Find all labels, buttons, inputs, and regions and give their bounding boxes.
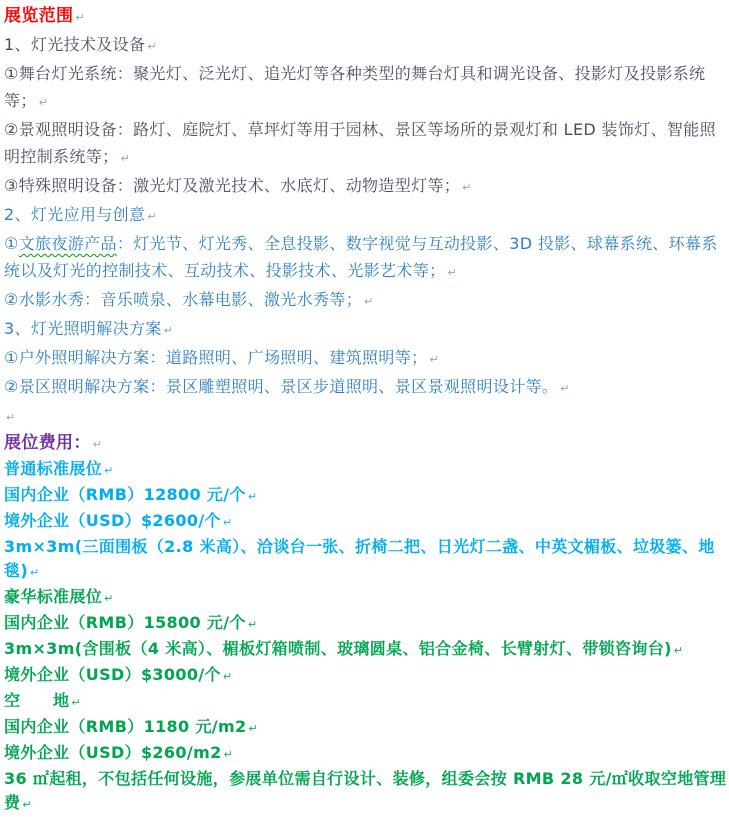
text-run: ②水影水秀：音乐喷泉、水幕电影、激光水秀等； xyxy=(4,290,363,309)
scope-item-water-show xyxy=(4,286,729,315)
text-run: 国内企业（RMB）15800 元/个 xyxy=(4,613,246,632)
paragraph-mark-icon: ↵ xyxy=(30,566,40,579)
paragraph-mark-icon: ↵ xyxy=(447,266,457,279)
paragraph-mark-icon: ↵ xyxy=(222,516,233,529)
paragraph-mark-icon: ↵ xyxy=(163,324,173,337)
paragraph-mark-icon: ↵ xyxy=(104,592,114,605)
paragraph-mark-icon: ↵ xyxy=(104,464,114,477)
paragraph-mark-icon: ↵ xyxy=(364,295,374,308)
paragraph-mark-icon: ↵ xyxy=(222,670,233,683)
fee-deluxe-overseas-price xyxy=(4,663,729,689)
fee-raw-space-overseas-price xyxy=(4,741,729,767)
text-run: 普通标准展位 xyxy=(4,459,103,478)
paragraph-mark-icon: ↵ xyxy=(75,11,85,24)
text-run: 境外企业（USD）$3000/个 xyxy=(4,665,221,684)
paragraph-mark-icon: ↵ xyxy=(38,96,48,109)
scope-item-outdoor-solutions xyxy=(4,344,729,373)
paragraph-mark-icon: ↵ xyxy=(71,696,81,709)
text-run: 3m×3m(三面围板（2.8 米高）、洽谈台一张、折椅二把、日光灯二盏、中英文楣板、垃圾篓、地毯) xyxy=(4,537,715,580)
scope-item-landscape-lighting xyxy=(4,116,729,172)
spellcheck-flagged-text: 文旅夜游产品 xyxy=(18,234,117,253)
paragraph-mark-icon: ↵ xyxy=(147,40,157,53)
paragraph-mark-icon: ↵ xyxy=(560,382,570,395)
text-run: 国内企业（RMB）12800 元/个 xyxy=(4,485,246,504)
paragraph-mark-icon: ↵ xyxy=(247,618,258,631)
paragraph-mark-icon: ↵ xyxy=(120,152,130,165)
scope-item-scenic-solutions xyxy=(4,373,729,402)
fee-standard-domestic-price xyxy=(4,483,729,509)
text-run: 3m×3m(含围板（4 米高）、楣板灯箱喷制、玻璃圆桌、铝合金椅、长臂射灯、带锁咨询台) xyxy=(4,639,672,658)
fee-standard-booth-title xyxy=(4,457,729,483)
text-run: 境外企业（USD）$260/m2 xyxy=(4,743,222,762)
fee-standard-booth-spec xyxy=(4,535,729,585)
fee-raw-space-domestic-price xyxy=(4,715,729,741)
paragraph-mark-icon: ↵ xyxy=(223,748,233,761)
text-run: ①户外照明解决方案：道路照明、广场照明、建筑照明等； xyxy=(4,348,428,367)
fee-deluxe-booth-title xyxy=(4,585,729,611)
text-run: 36 ㎡起租，不包括任何设施，参展单位需自行设计、装修，组委会按 RMB 28 元/㎡收取空地管理费 xyxy=(4,769,727,812)
fee-raw-space-title xyxy=(4,689,729,715)
fee-deluxe-domestic-price xyxy=(4,611,729,637)
text-run: ①舞台灯光系统：聚光灯、泛光灯、追光灯等各种类型的舞台灯具和调光设备、投影灯及投影系统等； xyxy=(4,64,706,110)
scope-heading xyxy=(4,3,729,31)
fee-deluxe-booth-spec xyxy=(4,637,729,663)
scope-item-stage-lighting xyxy=(4,60,729,116)
text-run: 空 地 xyxy=(4,691,70,710)
scope-item-cultural-tourism xyxy=(4,230,729,286)
fee-raw-space-note xyxy=(4,767,729,817)
scope-category-2 xyxy=(4,201,729,230)
text-run: ②景观照明设备：路灯、庭院灯、草坪灯等用于园林、景区等场所的景观灯和 LED 装饰灯、智能照明控制系统等； xyxy=(4,120,716,166)
paragraph-mark-icon: ↵ xyxy=(248,722,258,735)
paragraph-mark-icon: ↵ xyxy=(462,181,472,194)
paragraph-mark-icon: ↵ xyxy=(247,490,258,503)
text-run: 2、灯光应用与创意 xyxy=(4,205,146,224)
scope-category-3 xyxy=(4,315,729,344)
paragraph-mark-icon: ↵ xyxy=(673,644,683,657)
paragraph-mark-icon: ↵ xyxy=(429,353,439,366)
paragraph-mark-icon: ↵ xyxy=(147,210,157,223)
scope-category-1 xyxy=(4,31,729,60)
paragraph-mark-icon: ↵ xyxy=(6,411,16,424)
text-run: 豪华标准展位 xyxy=(4,587,103,606)
fees-heading xyxy=(4,431,729,457)
text-run: 展位费用： xyxy=(4,433,91,453)
paragraph-mark-icon: ↵ xyxy=(22,798,32,811)
text-run: 1、灯光技术及设备 xyxy=(4,35,146,54)
text-run: ③特殊照明设备：激光灯及激光技术、水底灯、动物造型灯等； xyxy=(4,176,461,195)
text-run: 展览范围 xyxy=(4,6,74,26)
paragraph-mark-icon: ↵ xyxy=(92,438,102,451)
text-run: ① xyxy=(4,234,19,253)
blank-paragraph xyxy=(4,402,729,431)
text-run: 境外企业（USD）$2600/个 xyxy=(4,511,221,530)
text-run: ②景区照明解决方案：景区雕塑照明、景区步道照明、景区景观照明设计等。 xyxy=(4,377,559,396)
fee-standard-overseas-price xyxy=(4,509,729,535)
text-run: 3、灯光照明解决方案 xyxy=(4,319,162,338)
text-run: 国内企业（RMB）1180 元/m2 xyxy=(4,717,247,736)
text-run: ：灯光节、灯光秀、全息投影、数字视觉与互动投影、3D 投影、球幕系统、环幕系统以及灯光的控制技术、互动技术、投影技术、光影艺术等； xyxy=(4,234,718,280)
scope-item-special-lighting xyxy=(4,172,729,201)
